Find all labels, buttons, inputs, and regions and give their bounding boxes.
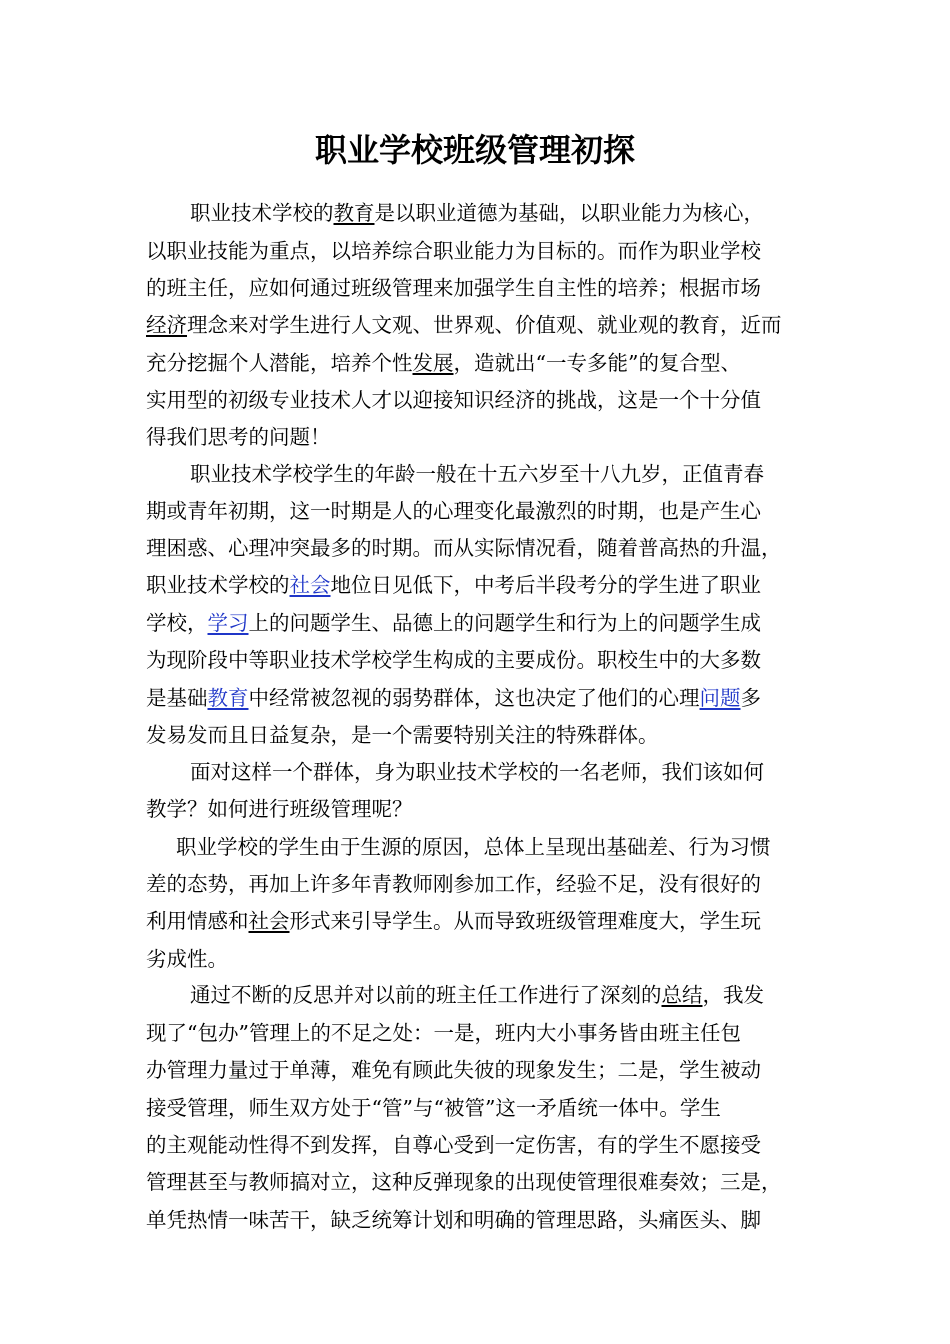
text-line — [146, 680, 816, 717]
text-line — [146, 493, 816, 530]
text-run: 差的态势，再加上许多年青教师刚参加工作，经验不足，没有很好的 — [146, 872, 761, 896]
text-run: 实用型的初级专业技术人才以迎接知识经济的挑战，这是一个十分值 — [146, 388, 761, 412]
text-run: 是基础 — [146, 686, 208, 710]
text-run: 地位日见低下，中考后半段考分的学生进了职业 — [330, 573, 761, 597]
text-run: 是以职业道德为基础，以职业能力为核心， — [374, 201, 764, 225]
text-run: ，我发 — [702, 983, 764, 1007]
text-line — [146, 1202, 816, 1239]
text-run: 形式来引导学生。从而导致班级管理难度大，学生玩 — [289, 909, 761, 933]
text-run: 职业学校的学生由于生源的原因，总体上呈现出基础差、行为习惯 — [176, 835, 771, 859]
text-line — [146, 941, 816, 978]
text-run: 教学？如何进行班级管理呢？ — [146, 797, 413, 821]
text-run: 劣成性。 — [146, 947, 228, 971]
text-run: 中经常被忽视的弱势群体，这也决定了他们的心理 — [248, 686, 700, 710]
text-run: 面对这样一个群体，身为职业技术学校的一名老师，我们该如何 — [190, 760, 764, 784]
text-line — [146, 456, 860, 493]
text-run: 接受管理，师生双方处于“管”与“被管”这一矛盾统一体中。学生 — [146, 1096, 721, 1120]
text-run: ，造就出“一专多能”的复合型、 — [453, 351, 741, 375]
underlined-term: 总结 — [661, 983, 703, 1007]
document-title: 职业学校班级管理初探 — [314, 131, 635, 169]
text-run: 为现阶段中等职业技术学校学生构成的主要成份。职校生中的大多数 — [146, 648, 761, 672]
underlined-term: 经济 — [146, 313, 187, 337]
text-run: 职业技术学校的 — [146, 573, 290, 597]
underlined-term: 社会 — [248, 909, 290, 933]
underlined-term: 发展 — [412, 351, 454, 375]
text-line — [146, 419, 816, 456]
text-run: 利用情感和 — [146, 909, 249, 933]
text-run: 发易发而且日益复杂，是一个需要特别关注的特殊群体。 — [146, 723, 659, 747]
text-line — [146, 754, 860, 791]
text-run: 职业技术学校的 — [190, 201, 334, 225]
text-line — [146, 977, 860, 1014]
hyperlink[interactable]: 社会 — [289, 573, 331, 597]
text-run: 现了“包办”管理上的不足之处：一是，班内大小事务皆由班主任包 — [146, 1021, 741, 1045]
text-line — [146, 1015, 816, 1052]
text-run: 的班主任，应如何通过班级管理来加强学生自主性的培养；根据市场 — [146, 276, 761, 300]
text-run: 管理甚至与教师搞对立，这种反弹现象的出现使管理很难奏效；三是， — [146, 1170, 782, 1194]
hyperlink[interactable]: 教育 — [207, 686, 249, 710]
text-line — [146, 829, 846, 866]
text-run: 理困惑、心理冲突最多的时期。而从实际情况看，随着普高热的升温， — [146, 536, 782, 560]
text-run: 得我们思考的问题！ — [146, 425, 331, 449]
text-line — [146, 791, 816, 828]
text-line — [146, 345, 816, 382]
text-line — [146, 195, 860, 232]
text-line — [146, 717, 816, 754]
text-run: 充分挖掘个人潜能，培养个性 — [146, 351, 413, 375]
text-line — [146, 567, 816, 604]
text-line — [146, 642, 816, 679]
text-line — [146, 1052, 816, 1089]
text-line — [146, 903, 816, 940]
text-run: 学校， — [146, 611, 208, 635]
text-run: 理念来对学生进行人文观、世界观、价值观、就业观的教育，近而 — [187, 313, 782, 337]
text-line — [146, 233, 816, 270]
text-line — [146, 382, 816, 419]
text-line — [146, 1090, 816, 1127]
text-run: 以职业技能为重点，以培养综合职业能力为目标的。而作为职业学校 — [146, 239, 761, 263]
hyperlink[interactable]: 问题 — [699, 686, 741, 710]
hyperlink[interactable]: 学习 — [207, 611, 249, 635]
text-line — [146, 1127, 816, 1164]
text-run: 职业技术学校学生的年龄一般在十五六岁至十八九岁，正值青春 — [190, 462, 764, 486]
text-line — [146, 270, 816, 307]
text-run: 的主观能动性得不到发挥，自尊心受到一定伤害，有的学生不愿接受 — [146, 1133, 761, 1157]
text-run: 单凭热情一味苦干，缺乏统筹计划和明确的管理思路，头痛医头、脚 — [146, 1208, 761, 1232]
text-line — [146, 866, 816, 903]
underlined-term: 教育 — [333, 201, 375, 225]
text-line — [146, 530, 816, 567]
text-run: 期或青年初期，这一时期是人的心理变化最激烈的时期，也是产生心 — [146, 499, 761, 523]
text-run: 通过不断的反思并对以前的班主任工作进行了深刻的 — [190, 983, 662, 1007]
text-run: 办管理力量过于单薄，难免有顾此失彼的现象发生；二是，学生被动 — [146, 1058, 761, 1082]
text-run: 上的问题学生、品德上的问题学生和行为上的问题学生成 — [248, 611, 761, 635]
text-line — [146, 605, 816, 642]
text-line — [146, 1164, 816, 1201]
text-run: 多 — [740, 686, 761, 710]
text-line — [146, 307, 816, 344]
